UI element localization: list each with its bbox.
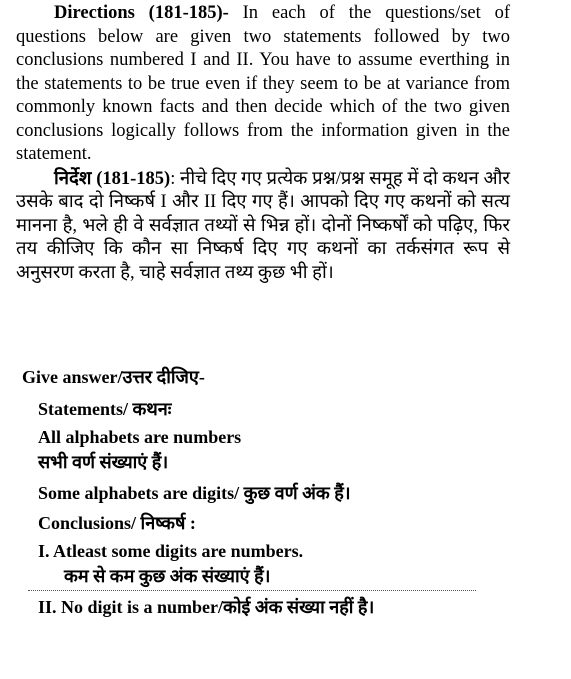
directions-block [16, 2, 510, 285]
statements-label: Statements/ कथनः [38, 399, 172, 419]
directions-english [16, 2, 510, 167]
directions-english-text: In each of the questions/set of questions below are given two statements followed by two conclusions numbered I and II. You have to assume everthing in the statements to be true even if they seem to be at variance from commonly known facts and then decide which of the two given conclusions logically follows from the information given in the statement. [16, 3, 511, 164]
statement-1-english: All alphabets are numbers [38, 427, 242, 447]
directions-hindi-text: : नीचे दिए गए प्रत्येक प्रश्न/प्रश्न समूह में दो कथन और उसके बाद दो निष्कर्ष I और II दिए गए हैं। आपको दिए गए कथनों को सत्य मानना है, भले ही वे सर्वज्ञात तथ्यों से भिन्न हों। दोनों निष्कर्षों को पढ़िए, फिर तय कीजिए कि कौन सा निष्कर्ष दिए गए कथनों का तर्कसंगत रूप से अनुसरण करता है, चाहे सर्वज्ञात तथ्य कुछ भी हों। [16, 168, 510, 283]
directions-heading: Directions (181-185)- [54, 3, 229, 23]
conclusion-1-english: I. Atleast some digits are numbers. [38, 541, 304, 561]
conclusion-1-hindi: कम से कम कुछ अंक संख्याएं हैं। [64, 566, 271, 586]
directions-hindi [16, 168, 510, 286]
dotted-separator [28, 590, 476, 591]
statement-2: Some alphabets are digits/ कुछ वर्ण अंक हैं। [38, 483, 351, 503]
conclusion-2: II. No digit is a number/कोई अंक संख्या नहीं है। [38, 597, 375, 617]
statement-1-hindi: सभी वर्ण संख्याएं हैं। [38, 452, 169, 472]
directions-hindi-heading: निर्देश (181-185) [54, 168, 171, 189]
conclusions-label: Conclusions/ निष्कर्ष : [38, 513, 196, 533]
give-answer: Give answer/उत्तर दीजिए- [22, 367, 205, 387]
